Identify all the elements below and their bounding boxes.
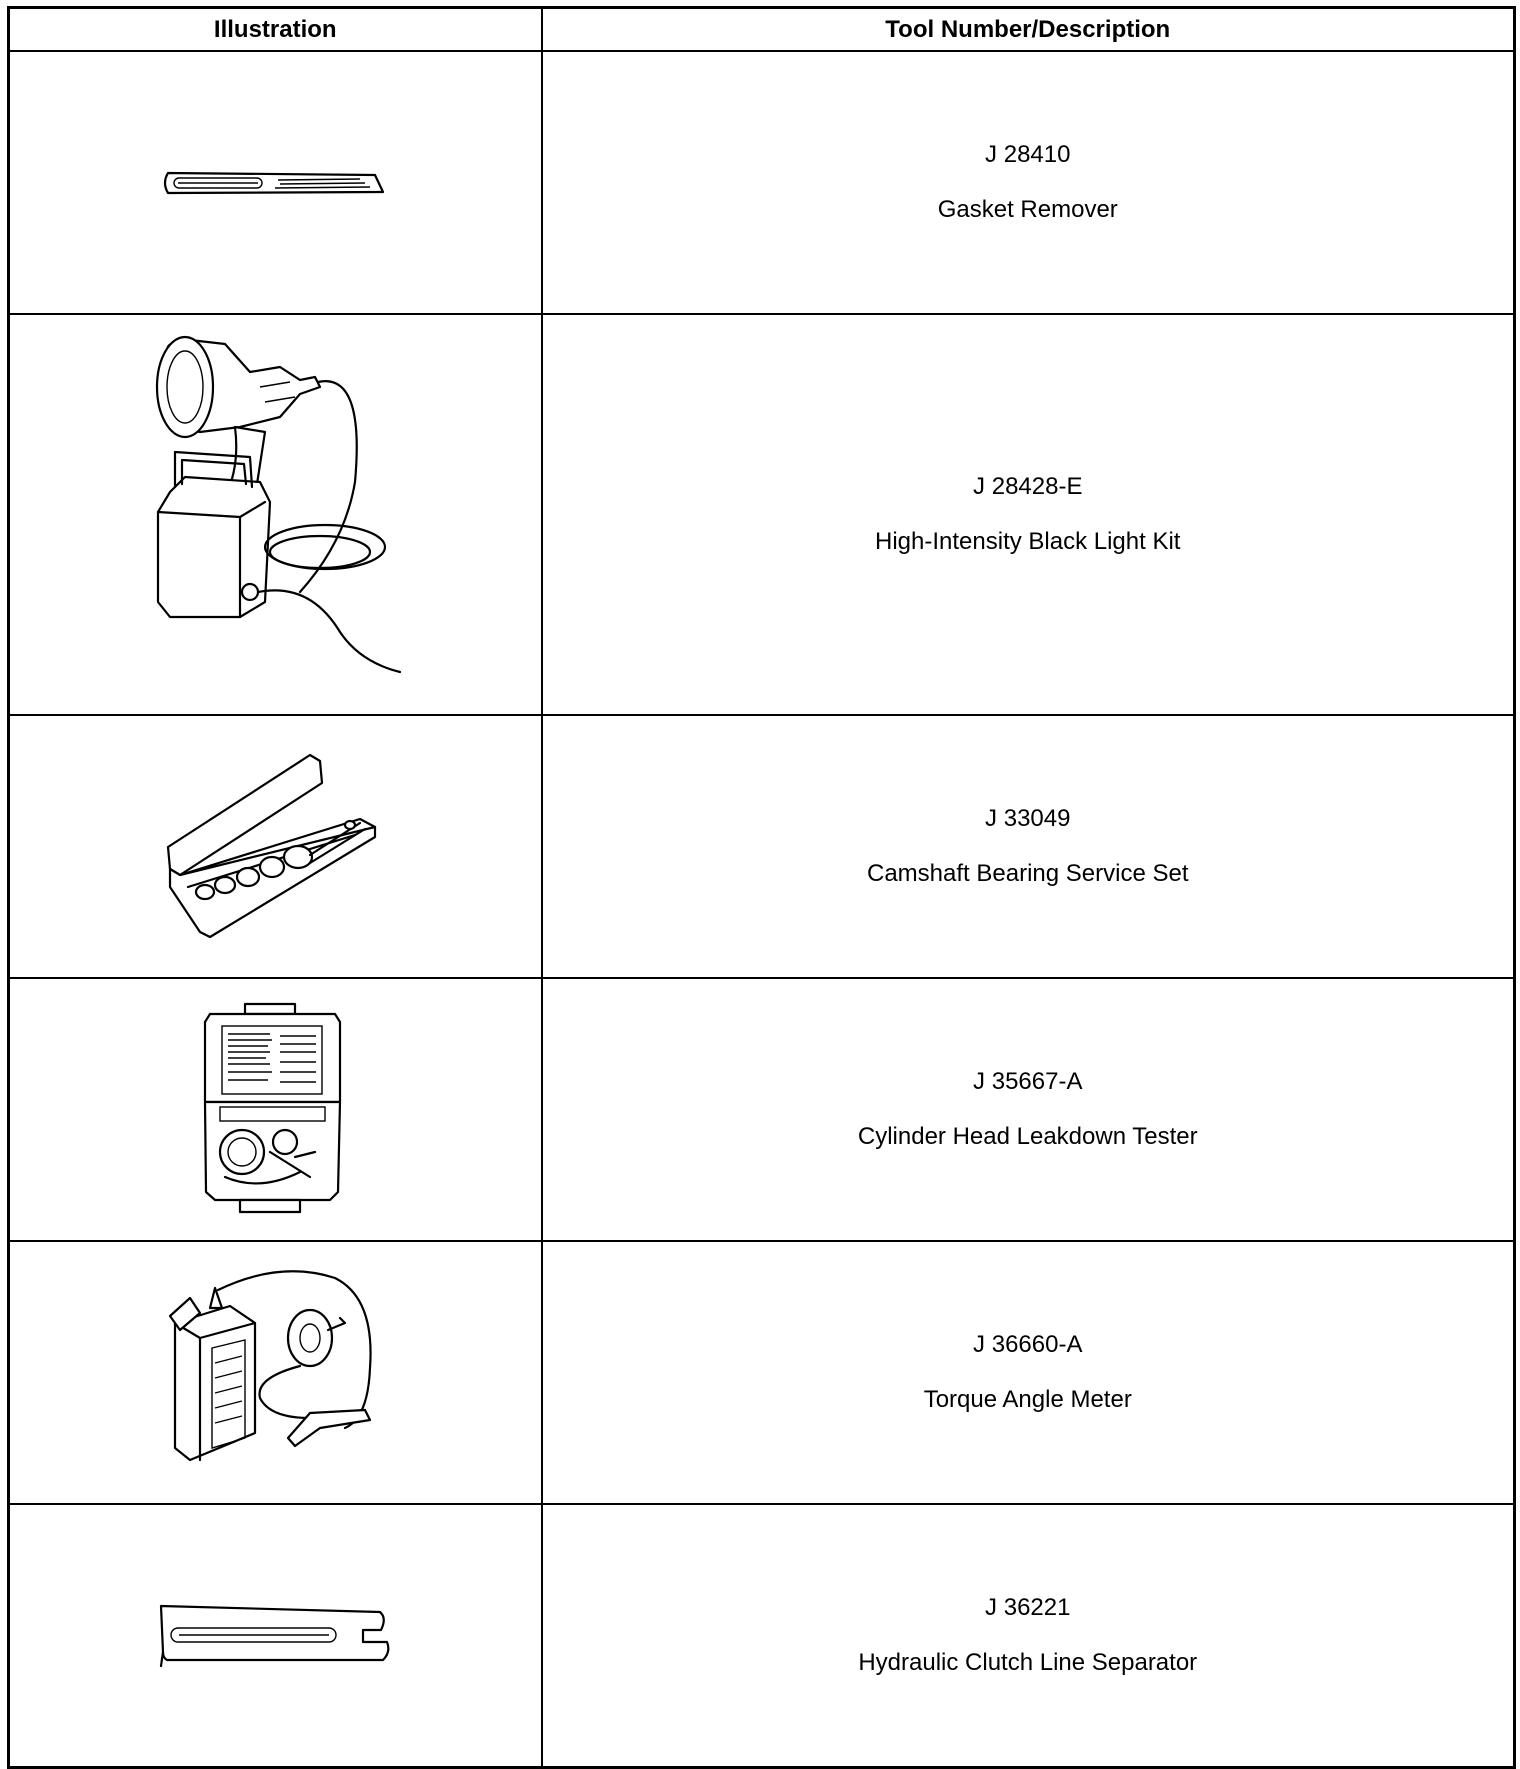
illustration-cell — [9, 978, 542, 1241]
illustration-cell — [9, 715, 542, 978]
description-cell — [542, 1504, 1515, 1767]
tool-description: Gasket Remover — [937, 196, 1118, 223]
table-row — [9, 978, 1515, 1241]
description-cell — [542, 1241, 1515, 1504]
illustration-cell — [9, 1504, 542, 1767]
tool-description: Hydraulic Clutch Line Separator — [858, 1648, 1198, 1676]
description-cell — [542, 51, 1515, 314]
tool-number: J 36660-A — [973, 1331, 1083, 1358]
tool-number: J 33049 — [985, 805, 1071, 832]
clutch-line-separator-icon — [155, 1600, 395, 1670]
torque-angle-meter-icon — [160, 1268, 390, 1478]
black-light-kit-icon — [140, 332, 410, 697]
leakdown-tester-icon — [200, 1002, 350, 1217]
gasket-remover-icon — [160, 163, 390, 203]
tool-number: J 36221 — [985, 1593, 1071, 1621]
special-tools-table — [7, 6, 1516, 1769]
illustration-cell — [9, 314, 542, 715]
description-cell — [542, 715, 1515, 978]
table-row — [9, 314, 1515, 715]
header-row — [9, 8, 1515, 52]
tool-description: Cylinder Head Leakdown Tester — [857, 1123, 1198, 1150]
tool-number: J 28410 — [985, 141, 1071, 168]
tool-description: High-Intensity Black Light Kit — [875, 528, 1181, 555]
camshaft-bearing-set-icon — [160, 747, 390, 947]
table-row — [9, 51, 1515, 314]
illustration-cell — [9, 51, 542, 314]
table-row — [9, 715, 1515, 978]
tool-description: Camshaft Bearing Service Set — [867, 860, 1189, 887]
tool-number: J 35667-A — [973, 1068, 1083, 1095]
tool-description: Torque Angle Meter — [923, 1386, 1132, 1413]
tool-number: J 28428-E — [973, 473, 1083, 500]
description-cell — [542, 314, 1515, 715]
description-cell — [542, 978, 1515, 1241]
illustration-cell — [9, 1241, 542, 1504]
header-tool-number-description: Tool Number/Description — [542, 8, 1515, 52]
header-illustration: Illustration — [9, 8, 542, 52]
table-row — [9, 1241, 1515, 1504]
table-row — [9, 1504, 1515, 1767]
